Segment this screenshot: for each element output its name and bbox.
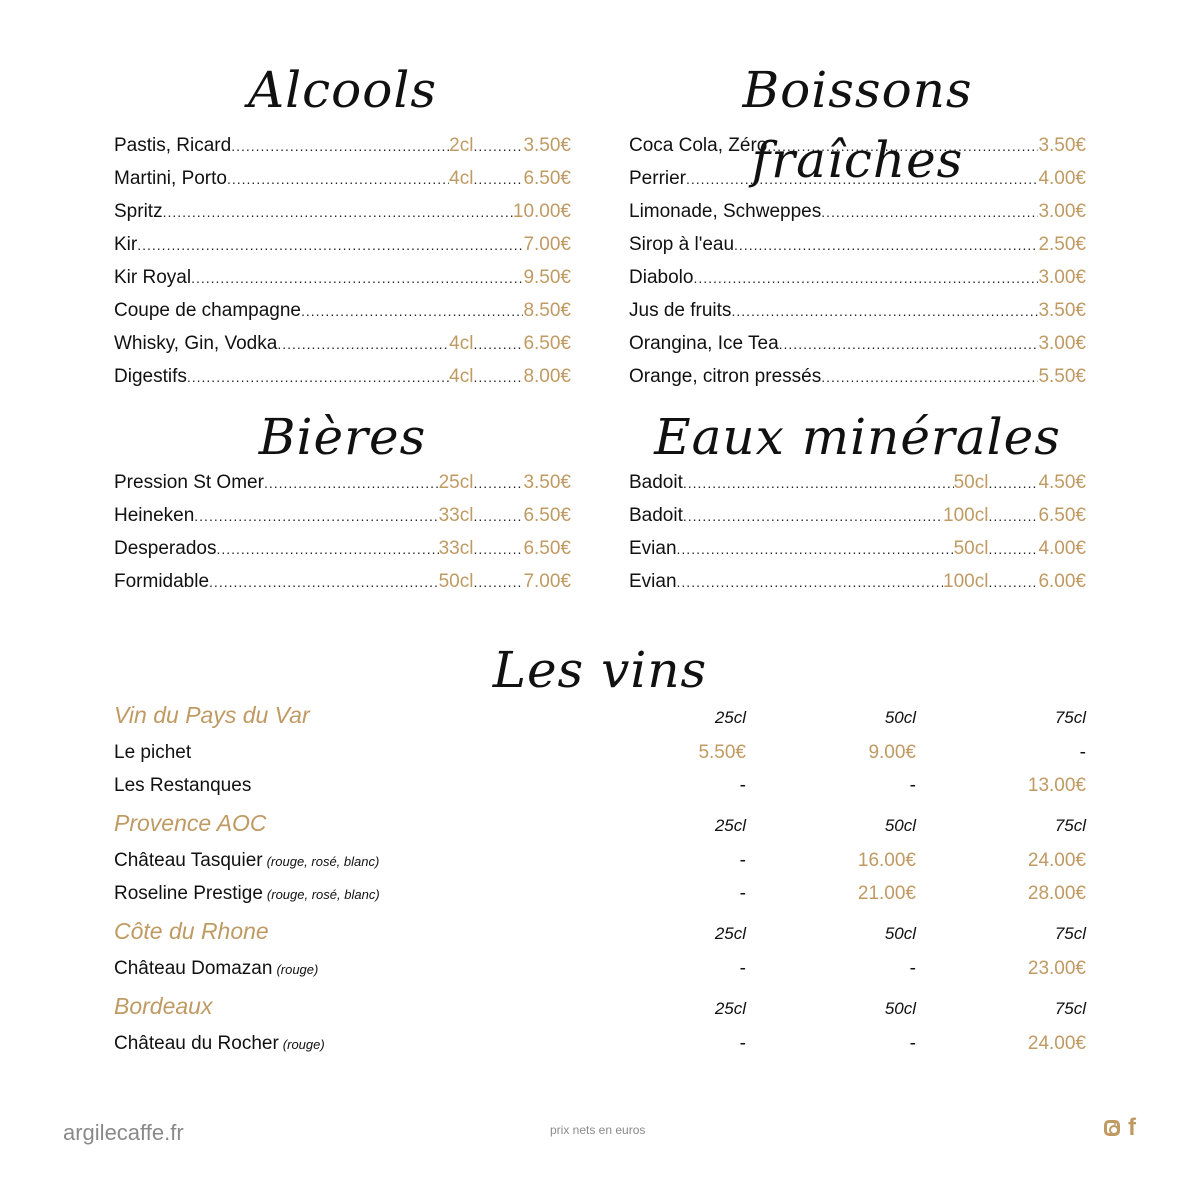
menu-item — [629, 571, 1086, 604]
item-name: Orangina, Ice Tea — [629, 333, 779, 354]
menu-item — [114, 366, 571, 399]
wine-name: Château du Rocher (rouge) — [114, 1033, 325, 1054]
item-price: 4.00€ — [1038, 538, 1086, 559]
item-price: 6.50€ — [523, 538, 571, 559]
item-price: 3.00€ — [1038, 333, 1086, 354]
item-price: 9.50€ — [523, 267, 571, 288]
price-note: prix nets en euros — [550, 1123, 646, 1137]
item-price: 7.00€ — [523, 571, 571, 592]
item-name: Kir Royal — [114, 267, 192, 288]
column-50cl: 50cl — [884, 999, 916, 1018]
item-name: Digestifs — [114, 366, 187, 387]
section-title-vins: Les vins — [492, 641, 708, 699]
item-name: Badoit — [629, 505, 683, 526]
section-title-boissons: Boissons fraîches — [742, 61, 973, 189]
price-50cl: - — [909, 958, 916, 979]
wine-note: (rouge) — [282, 1037, 325, 1052]
item-price: 10.00€ — [512, 201, 571, 222]
item-price: 2.50€ — [1038, 234, 1086, 255]
menu-item — [629, 234, 1086, 267]
item-price: 5.50€ — [1038, 366, 1086, 387]
wine-name: Château Tasquier (rouge, rosé, blanc) — [114, 850, 380, 871]
eaux-list — [629, 472, 1086, 604]
item-volume: 100cl — [943, 571, 989, 592]
wine-category-name: Côte du Rhone — [114, 918, 269, 944]
wine-list — [114, 700, 1086, 1066]
menu-item — [629, 505, 1086, 538]
wine-category-header — [114, 916, 1086, 958]
wine-row — [114, 883, 1086, 916]
price-25cl: - — [739, 850, 746, 871]
item-volume: 4cl — [449, 366, 474, 387]
item-volume: 50cl — [953, 538, 989, 559]
wine-name: Les Restanques — [114, 775, 252, 796]
facebook-icon[interactable]: f — [1128, 1114, 1136, 1141]
wine-category-name: Vin du Pays du Var — [114, 702, 310, 728]
menu-item — [114, 571, 571, 604]
item-name: Pastis, Ricard — [114, 135, 232, 156]
price-50cl: - — [909, 775, 916, 796]
item-name: Evian — [629, 571, 677, 592]
social-links — [1104, 1114, 1136, 1141]
price-75cl: - — [1079, 742, 1086, 763]
website-link[interactable]: argilecaffe.fr — [63, 1120, 184, 1145]
wine-name: Roseline Prestige (rouge, rosé, blanc) — [114, 883, 380, 904]
item-name: Desperados — [114, 538, 217, 559]
item-volume: 100cl — [943, 505, 989, 526]
item-name: Sirop à l'eau — [629, 234, 735, 255]
wine-category-name: Bordeaux — [114, 993, 213, 1019]
item-price: 6.50€ — [1038, 505, 1086, 526]
price-25cl: - — [739, 883, 746, 904]
item-name: Whisky, Gin, Vodka — [114, 333, 278, 354]
menu-item — [629, 472, 1086, 505]
menu-item — [114, 300, 571, 333]
item-name: Coupe de champagne — [114, 300, 301, 321]
price-75cl: 28.00€ — [1027, 883, 1086, 904]
wine-note: (rouge, rosé, blanc) — [266, 887, 380, 902]
alcools-list — [114, 135, 571, 399]
column-75cl: 75cl — [1054, 816, 1086, 835]
menu-item — [114, 234, 571, 267]
item-price: 8.50€ — [523, 300, 571, 321]
item-name: Coca Cola, Zéro — [629, 135, 768, 156]
wine-category-header — [114, 700, 1086, 742]
item-price: 3.50€ — [1038, 135, 1086, 156]
wine-category-header — [114, 808, 1086, 850]
item-name: Martini, Porto — [114, 168, 227, 189]
column-50cl: 50cl — [884, 816, 916, 835]
menu-item — [114, 538, 571, 571]
item-name: Perrier — [629, 168, 687, 189]
item-volume: 4cl — [449, 168, 474, 189]
item-price: 6.50€ — [523, 333, 571, 354]
menu-item — [629, 135, 1086, 168]
price-50cl: 21.00€ — [857, 883, 916, 904]
wine-name: Le pichet — [114, 742, 192, 763]
wine-row — [114, 1033, 1086, 1066]
item-price: 7.00€ — [523, 234, 571, 255]
wine-note: (rouge) — [276, 962, 319, 977]
wine-note: (rouge, rosé, blanc) — [266, 854, 380, 869]
wine-row — [114, 958, 1086, 991]
item-price: 3.00€ — [1038, 201, 1086, 222]
item-name: Kir — [114, 234, 138, 255]
price-25cl: - — [739, 958, 746, 979]
price-50cl: 16.00€ — [857, 850, 916, 871]
menu-item — [629, 538, 1086, 571]
item-volume: 25cl — [438, 472, 474, 493]
item-name: Limonade, Schweppes — [629, 201, 822, 222]
item-volume: 33cl — [438, 538, 474, 559]
column-25cl: 25cl — [714, 999, 746, 1018]
menu-item — [114, 135, 571, 168]
price-25cl: - — [739, 1033, 746, 1054]
item-volume: 4cl — [449, 333, 474, 354]
wine-category-header — [114, 991, 1086, 1033]
price-25cl: - — [739, 775, 746, 796]
column-25cl: 25cl — [714, 924, 746, 943]
item-name: Diabolo — [629, 267, 694, 288]
item-name: Pression St Omer — [114, 472, 264, 493]
item-price: 8.00€ — [523, 366, 571, 387]
item-name: Heineken — [114, 505, 195, 526]
menu-item — [114, 472, 571, 505]
menu-item — [629, 168, 1086, 201]
item-name: Evian — [629, 538, 677, 559]
menu-item — [629, 300, 1086, 333]
item-price: 3.50€ — [1038, 300, 1086, 321]
item-volume: 33cl — [438, 505, 474, 526]
item-price: 3.50€ — [523, 472, 571, 493]
section-title-eaux: Eaux minérales — [654, 408, 1061, 466]
price-75cl: 24.00€ — [1027, 1033, 1086, 1054]
wine-row — [114, 742, 1086, 775]
bieres-list — [114, 472, 571, 604]
item-price: 6.00€ — [1038, 571, 1086, 592]
menu-item — [629, 333, 1086, 366]
menu-item — [114, 505, 571, 538]
column-25cl: 25cl — [714, 816, 746, 835]
menu-item — [629, 201, 1086, 234]
column-25cl: 25cl — [714, 708, 746, 727]
section-title-bieres: Bières — [258, 408, 427, 466]
item-price: 3.00€ — [1038, 267, 1086, 288]
item-name: Jus de fruits — [629, 300, 732, 321]
item-volume: 50cl — [953, 472, 989, 493]
menu-item — [114, 168, 571, 201]
item-name: Formidable — [114, 571, 210, 592]
column-75cl: 75cl — [1054, 999, 1086, 1018]
item-name: Spritz — [114, 201, 163, 222]
item-price: 4.50€ — [1038, 472, 1086, 493]
price-50cl: - — [909, 1033, 916, 1054]
wine-row — [114, 850, 1086, 883]
section-title-alcools: Alcools — [248, 61, 437, 119]
instagram-icon[interactable] — [1104, 1120, 1120, 1136]
item-name: Orange, citron pressés — [629, 366, 822, 387]
column-50cl: 50cl — [884, 708, 916, 727]
item-price: 6.50€ — [523, 168, 571, 189]
menu-item — [114, 333, 571, 366]
menu-item — [629, 366, 1086, 399]
menu-item — [114, 267, 571, 300]
price-25cl: 5.50€ — [698, 742, 746, 763]
item-price: 4.00€ — [1038, 168, 1086, 189]
item-price: 6.50€ — [523, 505, 571, 526]
item-volume: 2cl — [449, 135, 474, 156]
price-75cl: 13.00€ — [1027, 775, 1086, 796]
price-50cl: 9.00€ — [868, 742, 916, 763]
boissons-list — [629, 135, 1086, 399]
item-name: Badoit — [629, 472, 683, 493]
wine-category-name: Provence AOC — [114, 810, 267, 836]
price-75cl: 23.00€ — [1027, 958, 1086, 979]
item-volume: 50cl — [438, 571, 474, 592]
wine-row — [114, 775, 1086, 808]
price-75cl: 24.00€ — [1027, 850, 1086, 871]
menu-item — [629, 267, 1086, 300]
menu-item — [114, 201, 571, 234]
item-price: 3.50€ — [523, 135, 571, 156]
wine-name: Château Domazan (rouge) — [114, 958, 319, 979]
column-75cl: 75cl — [1054, 708, 1086, 727]
column-50cl: 50cl — [884, 924, 916, 943]
column-75cl: 75cl — [1054, 924, 1086, 943]
